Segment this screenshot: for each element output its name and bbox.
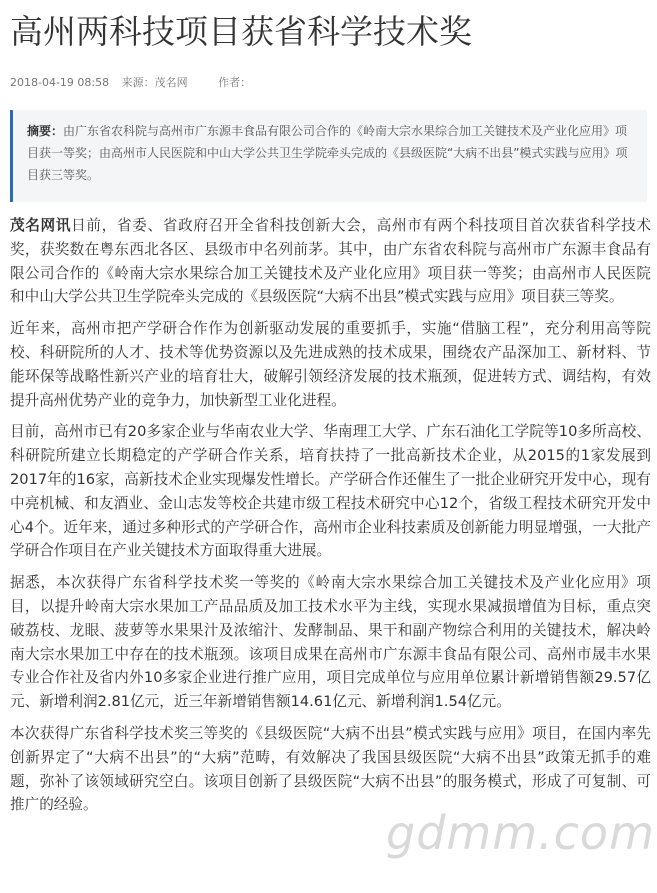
paragraph: 本次获得广东省科学技术奖三等奖的《县级医院“大病不出县”模式实践与应用》项目，在国内率先创新界定了“大病不出县”的“大病”范畴，有效解决了我国县级医院“大病不出县”政策无抓手的难题，弥补了该领域研究空白。该项目创新了县级医院“大病不出县”的服务模式，形成了可复制、可推广的经验。 bbox=[10, 724, 651, 814]
paragraph: 近年来，高州市把产学研合作作为创新驱动发展的重要抓手，实施“借脑工程”，充分利用高等院校、科研院所的人才、技术等优势资源以及先进成熟的技术成果，围绕农产品深加工、新材料、节能环保等战略性新兴产业的培育壮大，破解引领经济发展的技术瓶颈，促进转方式、调结构，有效提升高州优势产业的竞争力，加快新型工业化进程。 bbox=[10, 320, 651, 409]
article-meta bbox=[0, 74, 270, 90]
paragraph bbox=[10, 214, 651, 309]
site-watermark: gdmm.com bbox=[386, 806, 655, 860]
article-title: 高州两科技项目获省科学技术奖 bbox=[10, 12, 472, 51]
summary-text: 由广东省农科院与高州市广东源丰食品有限公司合作的《岭南大宗水果综合加工关键技术及产业化应用》项目获一等奖；由高州市人民医院和中山大学公共卫生学院牵头完成的《县级医院“大病不出县”模式实践与应用》项目获三等奖。 bbox=[27, 124, 628, 182]
article-source: 来源：茂名网 bbox=[121, 76, 188, 89]
article-summary bbox=[10, 110, 647, 202]
paragraph: 据悉，本次获得广东省科学技术奖一等奖的《岭南大宗水果综合加工关键技术及产业化应用》项目，以提升岭南大宗水果加工产品品质及加工技术水平为主线，实现水果减损增值为目标，重点突破荔枝、龙眼、菠萝等水果果汁及浓缩汁、发酵制品、果干和副产物综合利用的关键技术，解决岭南大宗水果加工中存在的技术瓶颈。该项目成果在高州市广东源丰食品有限公司、高州市晟丰水果专业合作社及省内外10多家企业进行推广应用，项目完成单位与应用单位累计新增销售额29.57亿元、新增利润2.81亿元，近三年新增销售额14.61亿元、新增利润1.54亿元。 bbox=[10, 574, 651, 711]
paragraph-text: 日前，省委、省政府召开全省科技创新大会，高州市有两个科技项目首次获省科学技术奖，获奖数在粤东西北各区、县级市中名列前茅。其中，由广东省农科院与高州市广东源丰食品有限公司合作的《岭南大宗水果综合加工关键技术及产业化应用》项目获一等奖；由高州市人民医院和中山大学公共卫生学院牵头完成的《县级医院“大病不出县”模式实践与应用》项目获三等奖。 bbox=[10, 217, 651, 306]
article-body bbox=[10, 214, 651, 825]
news-source-lead: 茂名网讯 bbox=[10, 217, 72, 234]
article-author: 作者： bbox=[218, 76, 252, 89]
summary-label: 摘要： bbox=[27, 124, 64, 138]
paragraph: 目前，高州市已有20多家企业与华南农业大学、华南理工大学、广东石油化工学院等10多所高校、科研院所建立长期稳定的产学研合作关系，培育扶持了一批高新技术企业，从2015的1家发展到2017年的16家，高新技术企业实现爆发性增长。产学研合作还催生了一批企业研究开发中心，现有中亮机械、和友酒业、金山志发等校企共建市级工程技术研究中心12个，省级工程技术研究开发中心4个。近年来，通过多种形式的产学研合作，高州市企业科技素质及创新能力明显增强，一大批产学研合作项目在产业关键技术方面取得重大进展。 bbox=[10, 423, 651, 560]
publish-date: 2018-04-19 08:58 bbox=[10, 76, 110, 89]
